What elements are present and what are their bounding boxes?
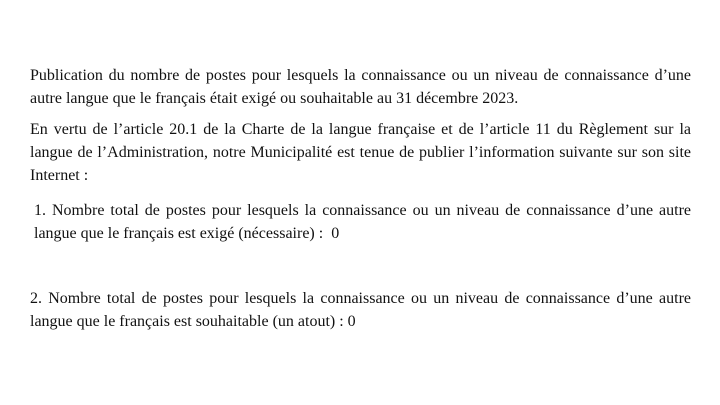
item-value: 0 [331, 225, 340, 242]
intro-paragraph: Publication du nombre de postes pour lesquels la connaissance ou un niveau de connaissance d’une autre langue que le français était exigé ou souhaitable au 31 décembre 2023. [30, 67, 691, 107]
list-item-desirable-count [30, 287, 691, 333]
legal-basis-paragraph: En vertu de l’article 20.1 de la Charte de la langue française et de l’article 11 du Règlement sur la langue de l’Administration, notre Municipalité est tenue de publier l’information suivante sur son site Internet : [30, 121, 691, 184]
item-number: 2. [30, 290, 42, 307]
item-text: Nombre total de postes pour lesquels la connaissance ou un niveau de connaissance d’une autre langue que le français est exigé (nécessaire) : [34, 202, 692, 242]
item-value: 0 [347, 313, 356, 330]
list-item-required-count [30, 199, 691, 245]
item-text: Nombre total de postes pour lesquels la connaissance ou un niveau de connaissance d’une autre langue que le français est souhaitable (un atout) : [30, 290, 692, 330]
document-body [30, 64, 691, 333]
item-number: 1. [34, 202, 46, 219]
